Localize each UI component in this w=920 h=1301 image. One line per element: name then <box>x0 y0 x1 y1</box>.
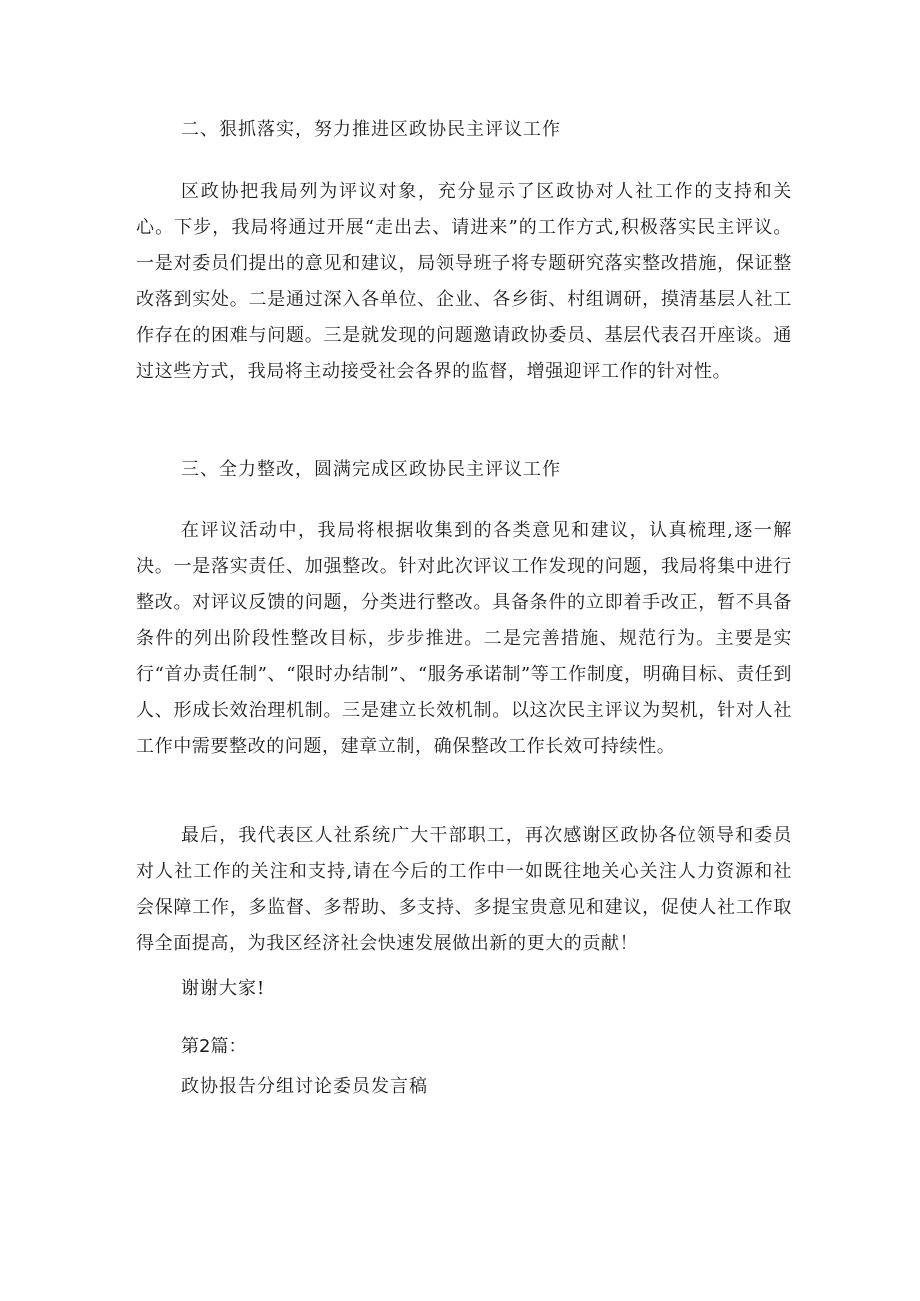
section-3-paragraph: 在评议活动中，我局将根据收集到的各类意见和建议，认真梳理,逐一解决。一是落实责任、加强整改。针对此次评议工作发现的问题，我局将集中进行整改。对评议反馈的问题，分类进行整改。具备条件的立即着手改正，暂不具备条件的列出阶段性整改目标，步步推进。二是完善措施、规范行为。主要是实行“首办责任制”、“限时办结制”、“服务承诺制”等工作制度，明确目标、责任到人、形成长效治理机制。三是建立长效机制。以这次民主评议为契机，针对人社工作中需要整改的问题，建章立制，确保整改工作长效可持续性。 <box>136 520 792 757</box>
part-label: 第2篇： <box>181 1036 247 1057</box>
part-title: 政协报告分组讨论委员发言稿 <box>181 1076 428 1097</box>
closing-paragraph: 最后，我代表区人社系统广大干部职工，再次感谢区政协各位领导和委员对人社工作的关注和支持,请在今后的工作中一如既往地关心关注人力资源和社会保障工作，多监督、多帮助、多支持、多提宝贵意见和建议，促使人社工作取得全面提高，为我区经济社会快速发展做出新的更大的贡献！ <box>136 825 792 954</box>
thanks-line: 谢谢大家! <box>181 978 266 999</box>
section-3-heading: 三、全力整改，圆满完成区政协民主评议工作 <box>181 459 561 480</box>
section-2-paragraph: 区政协把我局列为评议对象，充分显示了区政协对人社工作的支持和关心。下步，我局将通过开展“走出去、请进来”的工作方式,积极落实民主评议。一是对委员们提出的意见和建议，局领导班子将专题研究落实整改措施，保证整改落到实处。二是通过深入各单位、企业、各乡街、村组调研，摸清基层人社工作存在的困难与问题。三是就发现的问题邀请政协委员、基层代表召开座谈。通过这些方式，我局将主动接受社会各界的监督，增强迎评工作的针对性。 <box>136 181 792 382</box>
section-2-heading: 二、狠抓落实，努力推进区政协民主评议工作 <box>181 119 561 140</box>
